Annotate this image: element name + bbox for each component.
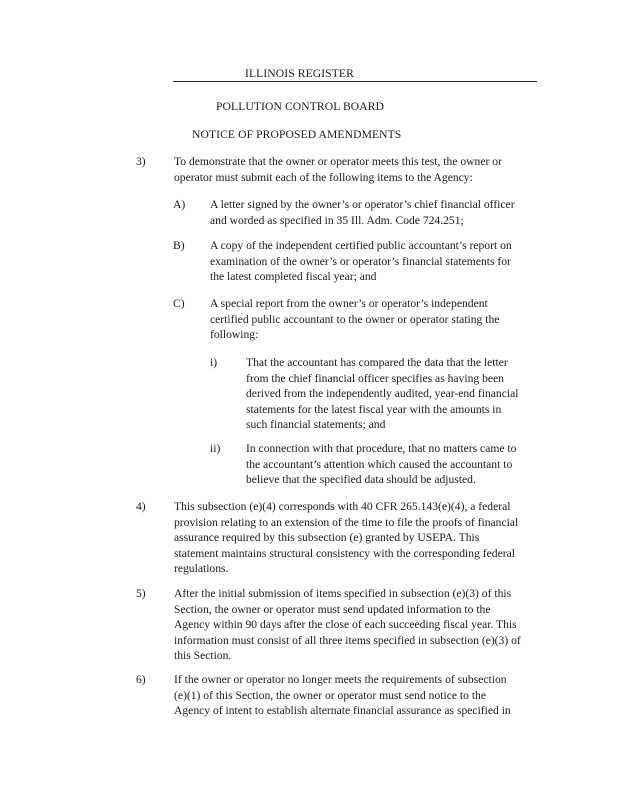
paragraph-number: C) [173,297,185,310]
text-line: regulations. [174,562,229,576]
text-line: examination of the owner’s or operator’s financial statements for [210,254,511,268]
text-line: the latest completed fiscal year; and [210,270,377,284]
paragraph-number: 3) [136,155,146,168]
text-line: information must consist of all three items specified in subsection (e)(3) of [174,633,521,647]
paragraph-number: ii) [210,442,221,455]
paragraph-text [174,499,524,577]
paragraph-text [210,296,532,343]
text-line: provision relating to an extension of the time to file the proofs of financial [174,515,519,529]
register-title: ILLINOIS REGISTER [245,67,354,80]
text-line: To demonstrate that the owner or operator meets this test, the owner or [174,155,502,168]
text-line: That the accountant has compared the data that the letter [246,356,508,369]
text-line: Agency of intent to establish alternate financial assurance as specified in [174,704,511,718]
text-line: the accountant’s attention which caused the accountant to [246,457,513,471]
text-line: operator must submit each of the following items to the Agency: [174,170,473,184]
notice-title: NOTICE OF PROPOSED AMENDMENTS [192,128,402,141]
text-line: A special report from the owner’s or operator’s independent [210,297,488,310]
paragraph-text [246,441,526,488]
text-line: statements for the latest fiscal year with the amounts in [246,402,502,416]
text-line: from the chief financial officer specifies as having been [246,371,504,385]
text-line: believe that the specified data should be adjusted. [246,473,476,487]
text-line: If the owner or operator no longer meets the requirements of subsection [174,673,507,686]
paragraph-text [210,197,532,228]
paragraph-number: i) [210,356,218,369]
text-line: assurance required by this subsection (e) granted by USEPA. This [174,531,480,545]
text-line: and worded as specified in 35 Ill. Adm. Code 724.251; [210,213,464,227]
text-line: This subsection (e)(4) corresponds with 40 CFR 265.143(e)(4), a federal [174,500,511,513]
paragraph-number: 4) [136,500,146,513]
text-line: Section, the owner or operator must send updated information to the [174,602,491,616]
paragraph-text [210,238,532,285]
board-title: POLLUTION CONTROL BOARD [216,100,385,113]
text-line: this Section. [174,649,232,663]
text-line: following: [210,328,259,342]
paragraph-text [174,672,524,719]
text-line: Agency within 90 days after the close of each succeeding fiscal year. This [174,618,517,632]
text-line: In connection with that procedure, that no matters came to [246,442,517,455]
text-line: derived from the independently audited, year-end financial [246,387,519,401]
text-line: A letter signed by the owner’s or operator’s chief financial officer [210,198,515,211]
text-line: statement maintains structural consistency with the corresponding federal [174,546,515,560]
paragraph-number: A) [173,198,186,211]
text-line: After the initial submission of items specified in subsection (e)(3) of this [174,587,512,600]
paragraph-text [174,586,524,664]
text-line: (e)(1) of this Section, the owner or operator must send notice to the [174,688,486,702]
paragraph-text [174,154,524,185]
text-line: certified public accountant to the owner or operator stating the [210,312,500,326]
paragraph-text [246,355,526,433]
text-line: such financial statements; and [246,418,386,432]
paragraph-number: 6) [136,673,146,686]
text-line: A copy of the independent certified public accountant’s report on [210,239,512,252]
paragraph-number: B) [173,239,185,252]
paragraph-number: 5) [136,587,146,600]
header-rule [173,81,537,82]
